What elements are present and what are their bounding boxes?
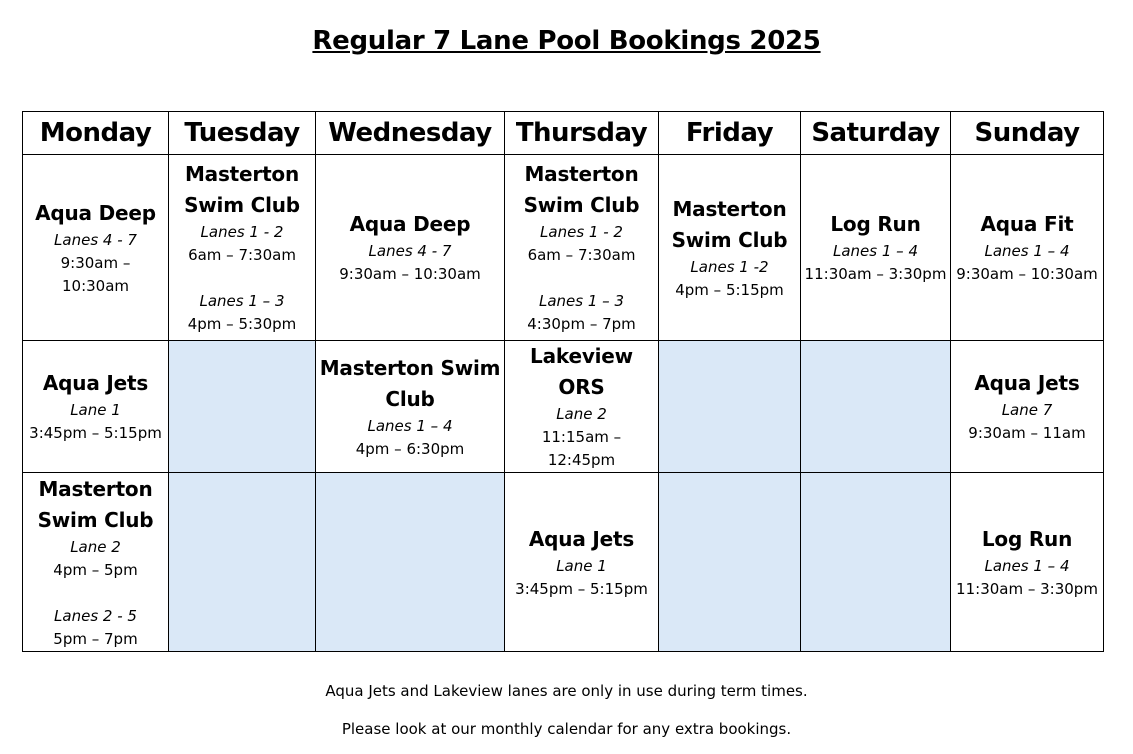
booking-cell bbox=[951, 155, 1104, 341]
lanes: Lanes 1 - 2 bbox=[200, 223, 284, 241]
time-range: 6am – 7:30am bbox=[527, 246, 636, 264]
club-name: Masterton Swim Club bbox=[184, 162, 300, 217]
booking-cell bbox=[505, 341, 659, 473]
time-range: 4pm – 5:30pm bbox=[187, 315, 297, 333]
empty-cell bbox=[801, 473, 951, 652]
time-range: 4:30pm – 7pm bbox=[527, 315, 636, 333]
club-name: Log Run bbox=[830, 212, 921, 236]
club-name: Aqua Deep bbox=[35, 200, 156, 225]
club-name: Masterton Swim Club bbox=[523, 162, 640, 217]
club-name: Lakeview ORS bbox=[530, 344, 633, 399]
booking-cell bbox=[23, 341, 169, 473]
time-range: 6am – 7:30am bbox=[188, 246, 296, 264]
time-range: 9:30am – 10:30am bbox=[339, 265, 481, 283]
table-row bbox=[23, 155, 1104, 341]
club-name: Aqua Deep bbox=[349, 212, 471, 236]
time-range: 4pm – 5:15pm bbox=[675, 280, 784, 299]
lanes: Lane 1 bbox=[556, 556, 607, 575]
time-range: 3:45pm – 5:15pm bbox=[515, 579, 648, 598]
day-header-tuesday: Tuesday bbox=[169, 112, 316, 155]
booking-cell bbox=[23, 473, 169, 652]
club-name: Aqua Fit bbox=[980, 212, 1074, 236]
time-range: 9:30am – 11am bbox=[968, 424, 1086, 442]
time-range: 11:15am – 12:45pm bbox=[541, 428, 622, 469]
booking-cell bbox=[505, 473, 659, 652]
day-header-thursday: Thursday bbox=[505, 112, 659, 155]
booking-cell bbox=[951, 341, 1104, 473]
lanes: Lane 1 bbox=[70, 401, 121, 419]
calendar-note: Please look at our monthly calendar for any extra bookings. bbox=[341, 720, 792, 738]
day-header-sunday: Sunday bbox=[951, 112, 1104, 155]
lanes: Lanes 1 – 3 bbox=[199, 292, 285, 310]
lanes: Lanes 1 -2 bbox=[690, 257, 769, 276]
time-range: 5pm – 7pm bbox=[53, 629, 138, 648]
club-name: Masterton Swim Club bbox=[319, 355, 501, 411]
booking-cell bbox=[169, 155, 316, 341]
booking-cell bbox=[316, 155, 505, 341]
time-range: 3:45pm – 5:15pm bbox=[29, 424, 162, 442]
empty-cell bbox=[801, 341, 951, 473]
booking-cell bbox=[801, 155, 951, 341]
lanes: Lane 2 bbox=[70, 537, 121, 556]
time-range: 9:30am – 10:30am bbox=[956, 265, 1098, 283]
lanes: Lanes 4 - 7 bbox=[368, 242, 452, 260]
booking-cell bbox=[23, 155, 169, 341]
club-name: Aqua Jets bbox=[42, 371, 149, 395]
bookings-table bbox=[22, 111, 1104, 652]
booking-cell bbox=[659, 155, 801, 341]
club-name: Aqua Jets bbox=[528, 526, 635, 551]
table-row bbox=[23, 341, 1104, 473]
lanes: Lanes 2 - 5 bbox=[54, 606, 137, 625]
lanes: Lanes 1 – 4 bbox=[833, 242, 918, 260]
lanes: Lanes 1 – 3 bbox=[539, 292, 624, 310]
time-range: 11:30am – 3:30pm bbox=[804, 265, 947, 283]
day-header-friday: Friday bbox=[659, 112, 801, 155]
time-range: 9:30am – 10:30am bbox=[60, 253, 131, 295]
header-row bbox=[23, 112, 1104, 155]
empty-cell bbox=[169, 341, 316, 473]
booking-cell bbox=[951, 473, 1104, 652]
club-name: Log Run bbox=[981, 526, 1073, 551]
time-range: 4pm – 5pm bbox=[53, 560, 138, 579]
term-note: Aqua Jets and Lakeview lanes are only in use during term times. bbox=[325, 682, 808, 700]
table-row bbox=[23, 473, 1104, 652]
day-header-saturday: Saturday bbox=[801, 112, 951, 155]
empty-cell bbox=[659, 473, 801, 652]
lanes: Lane 2 bbox=[556, 405, 607, 423]
lanes: Lane 7 bbox=[1001, 401, 1053, 419]
club-name: Aqua Jets bbox=[974, 371, 1080, 395]
page-title: Regular 7 Lane Pool Bookings 2025 bbox=[312, 26, 821, 56]
day-header-wednesday: Wednesday bbox=[316, 112, 505, 155]
lanes: Lanes 1 – 4 bbox=[984, 556, 1070, 575]
empty-cell bbox=[659, 341, 801, 473]
lanes: Lanes 1 – 4 bbox=[984, 242, 1070, 260]
lanes: Lanes 1 - 2 bbox=[540, 223, 623, 241]
time-range: 4pm – 6:30pm bbox=[355, 439, 465, 458]
day-header-monday: Monday bbox=[23, 112, 169, 155]
booking-cell bbox=[505, 155, 659, 341]
lanes: Lanes 4 - 7 bbox=[54, 230, 137, 249]
empty-cell bbox=[316, 473, 505, 652]
empty-cell bbox=[169, 473, 316, 652]
lanes: Lanes 1 – 4 bbox=[367, 416, 453, 435]
time-range: 11:30am – 3:30pm bbox=[956, 579, 1098, 598]
club-name: Masterton Swim Club bbox=[37, 476, 154, 532]
club-name: Masterton Swim Club bbox=[671, 196, 788, 252]
booking-cell bbox=[316, 341, 505, 473]
